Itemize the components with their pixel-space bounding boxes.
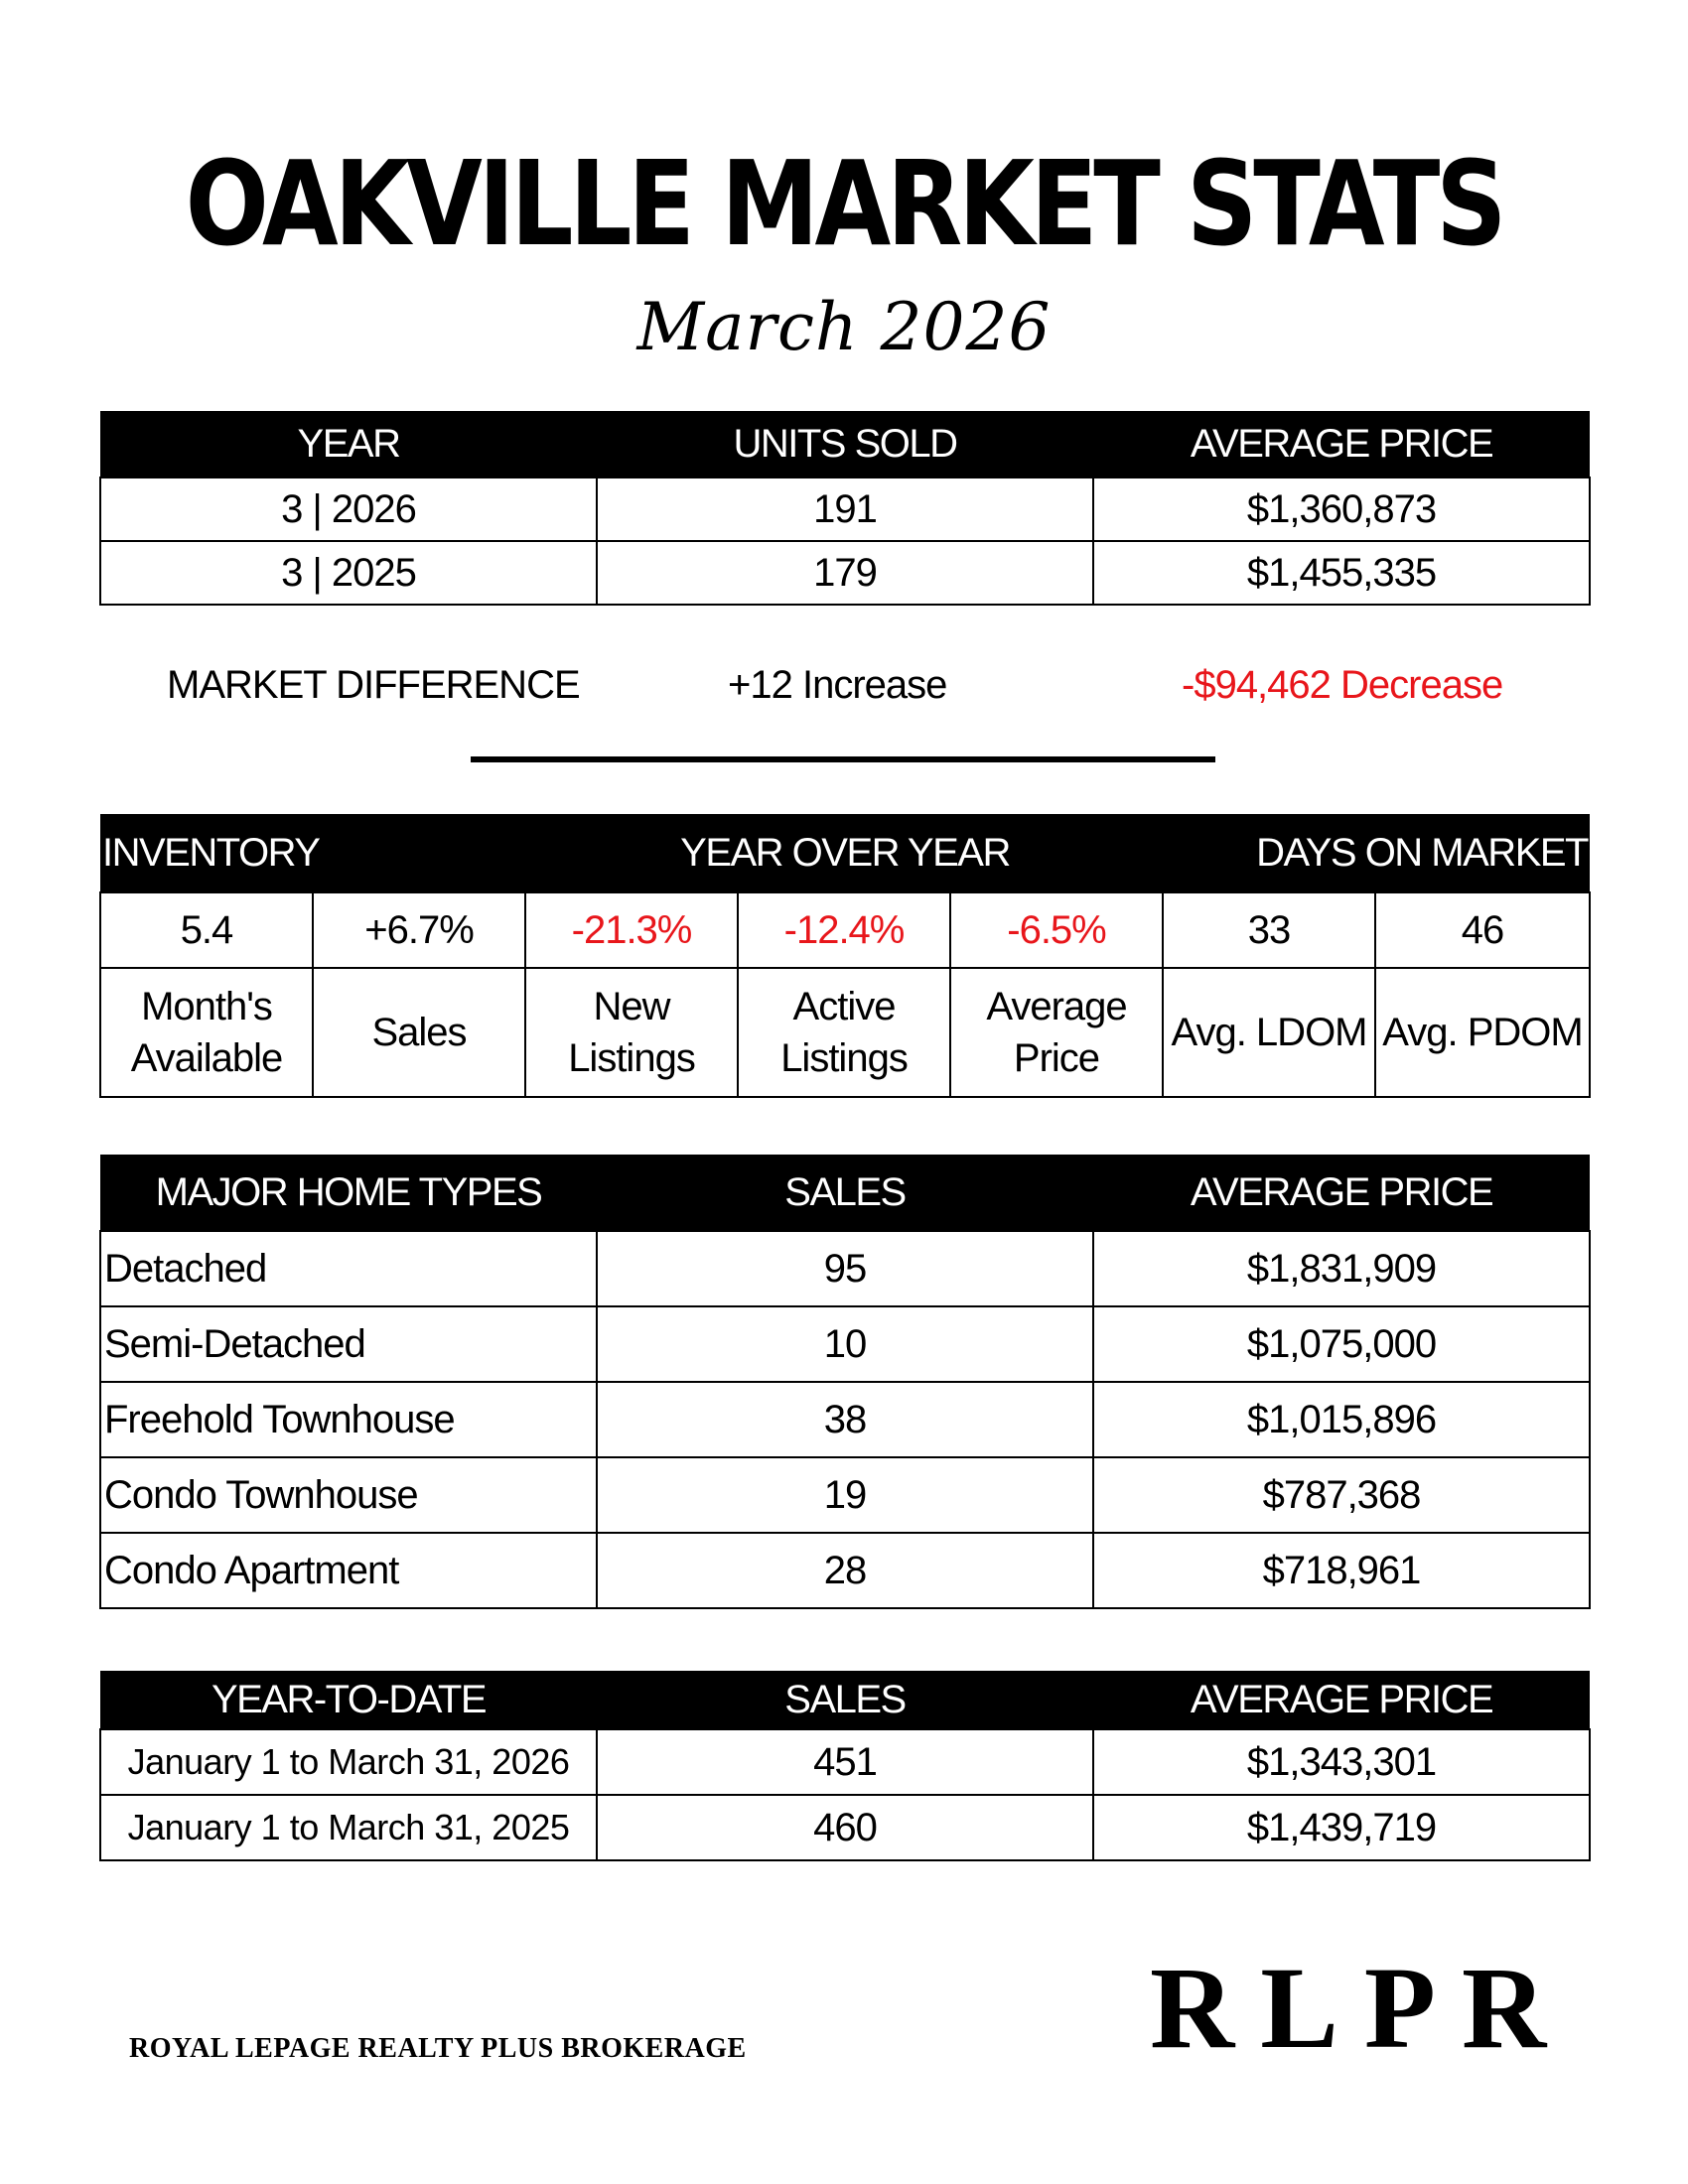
- units-sold-cell: 179: [597, 541, 1093, 605]
- average-price-cell: $1,360,873: [1093, 478, 1590, 541]
- rlpr-logo: RLPR: [1150, 1943, 1573, 2073]
- table-row: [100, 1795, 1590, 1860]
- units-sold-cell: 191: [597, 478, 1093, 541]
- inventory-labels-row: [100, 968, 1590, 1097]
- market-difference-price: -$94,462 Decrease: [1182, 663, 1503, 707]
- active-listings-label: Active Listings: [738, 968, 950, 1097]
- home-type-cell: Condo Townhouse: [100, 1457, 597, 1533]
- avg-pdom-label: Avg. PDOM: [1375, 968, 1590, 1097]
- column-header-average-price: AVERAGE PRICE: [1093, 411, 1590, 478]
- table-row: [100, 478, 1590, 541]
- column-header-average-price: AVERAGE PRICE: [1093, 1671, 1590, 1729]
- inventory-table: [99, 814, 1591, 1098]
- average-price-cell: $718,961: [1093, 1533, 1590, 1608]
- active-listings-change-value: -12.4%: [738, 892, 950, 968]
- avg-ldom-value: 33: [1163, 892, 1375, 968]
- avg-ldom-label: Avg. LDOM: [1163, 968, 1375, 1097]
- sales-cell: 95: [597, 1231, 1093, 1306]
- home-type-cell: Semi-Detached: [100, 1306, 597, 1382]
- brokerage-name: ROYAL LEPAGE REALTY PLUS BROKERAGE: [129, 2033, 747, 2064]
- home-type-cell: Freehold Townhouse: [100, 1382, 597, 1457]
- home-type-cell: Detached: [100, 1231, 597, 1306]
- months-available-value: 5.4: [100, 892, 313, 968]
- market-difference-units: +12 Increase: [728, 663, 947, 707]
- table-row: [100, 1457, 1590, 1533]
- average-price-cell: $1,075,000: [1093, 1306, 1590, 1382]
- average-price-cell: $1,343,301: [1093, 1729, 1590, 1795]
- period-cell: January 1 to March 31, 2025: [100, 1795, 597, 1860]
- average-price-cell: $1,015,896: [1093, 1382, 1590, 1457]
- sales-cell: 460: [597, 1795, 1093, 1860]
- average-price-change-value: -6.5%: [950, 892, 1163, 968]
- column-header-average-price: AVERAGE PRICE: [1093, 1155, 1590, 1231]
- ytd-header-row: [100, 1671, 1590, 1729]
- year-cell: 3 | 2025: [100, 541, 597, 605]
- average-price-cell: $1,831,909: [1093, 1231, 1590, 1306]
- average-price-cell: $787,368: [1093, 1457, 1590, 1533]
- table-row: [100, 1729, 1590, 1795]
- column-header-sales: SALES: [597, 1671, 1093, 1729]
- sales-change-value: +6.7%: [313, 892, 525, 968]
- period-cell: January 1 to March 31, 2026: [100, 1729, 597, 1795]
- market-difference-label: MARKET DIFFERENCE: [167, 663, 580, 707]
- average-price-label: Average Price: [950, 968, 1163, 1097]
- average-price-cell: $1,439,719: [1093, 1795, 1590, 1860]
- months-available-label: Month's Available: [100, 968, 313, 1097]
- inventory-header-row: [100, 814, 1590, 892]
- table-row: [100, 1306, 1590, 1382]
- summary-table: [99, 411, 1591, 606]
- table-row: [100, 1533, 1590, 1608]
- column-header-units-sold: UNITS SOLD: [597, 411, 1093, 478]
- column-header-year-to-date: YEAR-TO-DATE: [100, 1671, 597, 1729]
- new-listings-label: New Listings: [525, 968, 738, 1097]
- sales-cell: 10: [597, 1306, 1093, 1382]
- sales-cell: 38: [597, 1382, 1093, 1457]
- column-header-sales: SALES: [597, 1155, 1093, 1231]
- column-header-home-types: MAJOR HOME TYPES: [100, 1155, 597, 1231]
- inventory-header: INVENTORY: [102, 831, 320, 875]
- days-on-market-header: DAYS ON MARKET: [1256, 831, 1588, 875]
- sales-label: Sales: [313, 968, 525, 1097]
- new-listings-change-value: -21.3%: [525, 892, 738, 968]
- year-to-date-table: [99, 1671, 1591, 1861]
- sales-cell: 19: [597, 1457, 1093, 1533]
- inventory-values-row: [100, 892, 1590, 968]
- year-cell: 3 | 2026: [100, 478, 597, 541]
- table-row: [100, 541, 1590, 605]
- column-header-year: YEAR: [100, 411, 597, 478]
- summary-header-row: [100, 411, 1590, 478]
- table-row: [100, 1231, 1590, 1306]
- sales-cell: 28: [597, 1533, 1093, 1608]
- home-types-header-row: [100, 1155, 1590, 1231]
- home-type-cell: Condo Apartment: [100, 1533, 597, 1608]
- section-divider: [471, 756, 1215, 762]
- avg-pdom-value: 46: [1375, 892, 1590, 968]
- average-price-cell: $1,455,335: [1093, 541, 1590, 605]
- page-subtitle: March 2026: [636, 289, 1052, 365]
- sales-cell: 451: [597, 1729, 1093, 1795]
- table-row: [100, 1382, 1590, 1457]
- year-over-year-header: YEAR OVER YEAR: [680, 831, 1010, 875]
- page-title: OAKVILLE MARKET STATS: [185, 135, 1503, 272]
- home-types-table: [99, 1155, 1591, 1609]
